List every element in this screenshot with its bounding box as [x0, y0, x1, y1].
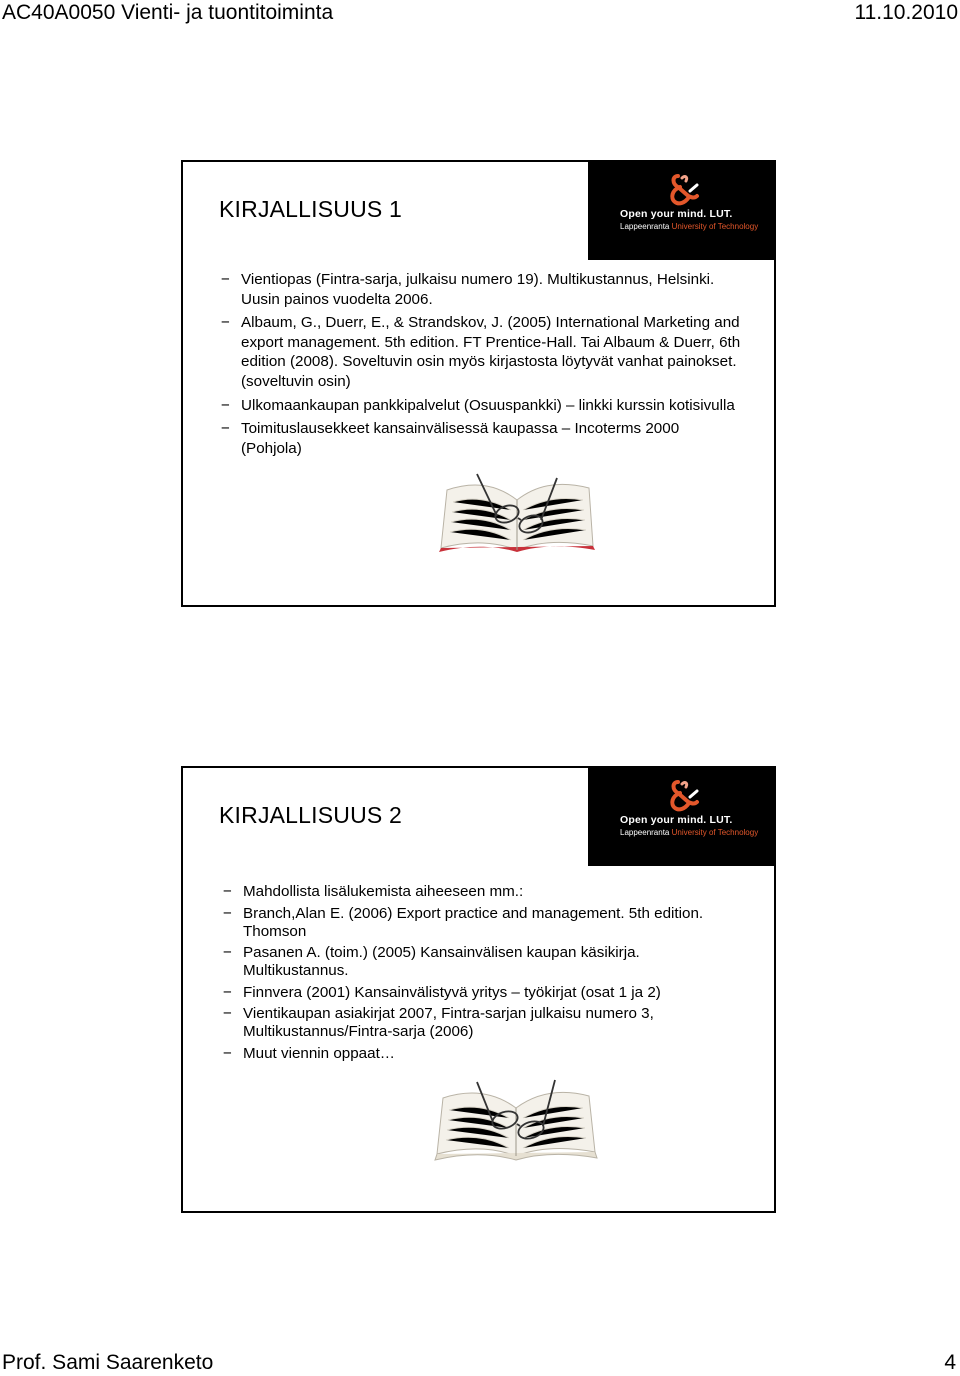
- list-item: − Vientikaupan asiakirjat 2007, Fintra-sarjan julkaisu numero 3, Multikustannus/Fintra-sarja (2006): [223, 1005, 733, 1041]
- open-book-with-glasses-icon: [431, 1074, 601, 1162]
- lut-brand-panel: [588, 160, 776, 260]
- list-item: − Toimituslausekkeet kansainvälisessä kaupassa – Incoterms 2000 (Pohjola): [221, 419, 741, 458]
- brand-tagline: Open your mind. LUT.: [620, 814, 733, 826]
- course-header: AC40A0050 Vienti- ja tuontitoiminta: [2, 1, 334, 24]
- lut-ampersand-logo-icon: [664, 778, 700, 814]
- list-item: − Finnvera (2001) Kansainvälistyvä yritys – työkirjat (osat 1 ja 2): [223, 984, 733, 1002]
- list-item: − Pasanen A. (toim.) (2005) Kansainvälisen kaupan käsikirja. Multikustannus.: [223, 944, 733, 980]
- bullet-list: [223, 883, 733, 1066]
- list-item: − Branch,Alan E. (2006) Export practice and management. 5th edition. Thomson: [223, 905, 733, 941]
- brand-tagline: Open your mind. LUT.: [620, 208, 733, 220]
- slide-1: [181, 160, 776, 607]
- lut-ampersand-logo-icon: [664, 172, 700, 208]
- bullet-list: [221, 270, 741, 462]
- list-item: − Vientiopas (Fintra-sarja, julkaisu numero 19). Multikustannus, Helsinki. Uusin painos vuodelta 2006.: [221, 270, 741, 309]
- brand-organization: Lappeenranta University of Technology: [620, 828, 759, 837]
- date-header: 11.10.2010: [854, 1, 958, 24]
- list-item: − Ulkomaankaupan pankkipalvelut (Osuuspankki) – linkki kurssin kotisivulla: [221, 396, 741, 416]
- list-item: − Albaum, G., Duerr, E., & Strandskov, J. (2005) International Marketing and export management. 5th edition. FT Prentice-Hall. Tai Albaum & Duerr, 6th edition (2008). Soveltuvin osin myös kirjastosta löytyvät vanhat painokset. (soveltuvin osin): [221, 313, 741, 391]
- slide-2: [181, 766, 776, 1213]
- author-footer: Prof. Sami Saarenketo: [2, 1351, 214, 1374]
- slide-title: KIRJALLISUUS 1: [219, 196, 403, 222]
- slide-title: KIRJALLISUUS 2: [219, 802, 403, 828]
- list-item: − Mahdollista lisälukemista aiheeseen mm.:: [223, 883, 733, 901]
- list-item: − Muut viennin oppaat…: [223, 1045, 733, 1063]
- page-number: 4: [944, 1351, 956, 1374]
- open-book-with-glasses-icon: [437, 470, 597, 552]
- brand-organization: Lappeenranta University of Technology: [620, 222, 759, 231]
- lut-brand-panel: [588, 766, 776, 866]
